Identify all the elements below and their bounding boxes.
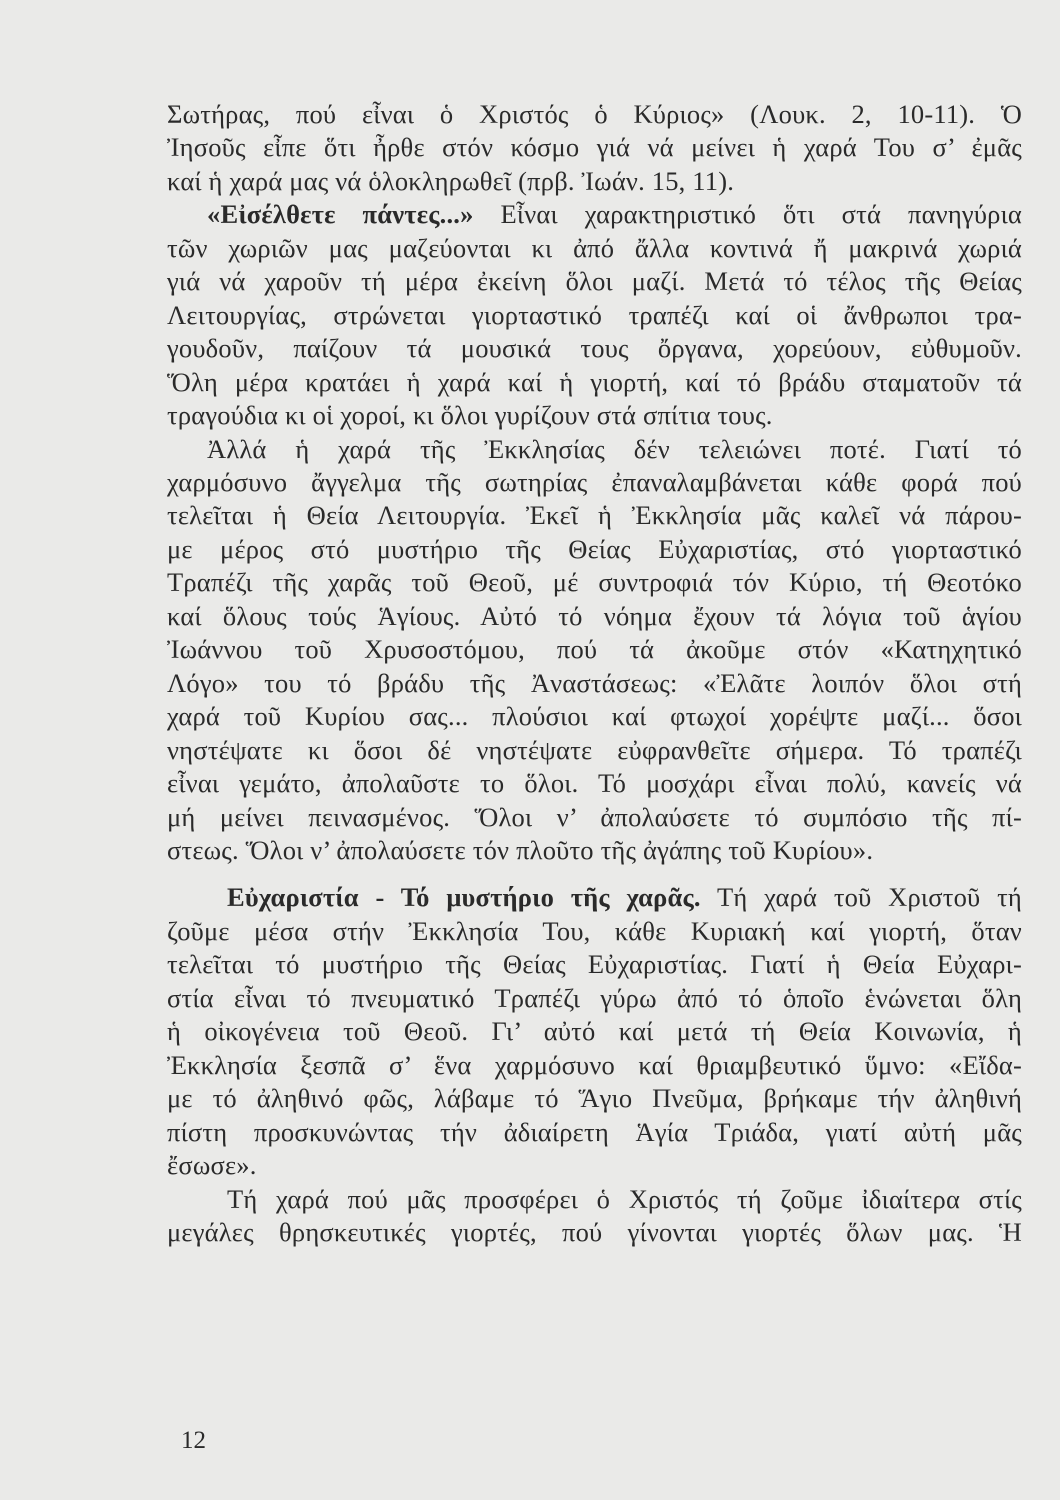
text-line: γιά νά χαροῦν τή μέρα ἐκείνη ὅλοι μαζί. Μετά τό τέλος τῆς Θείας — [167, 266, 1022, 297]
text-line: καί ἡ χαρά μας νά ὁλοκληρωθεῖ (πρβ. Ἰωάν. 15, 11). — [167, 165, 735, 196]
text-line: Ἐκκλησία ξεσπᾶ σ’ ἕνα χαρμόσυνο καί θριαμβευτικό ὕμνο: «Εἴδα- — [167, 1049, 1022, 1080]
text-fragment: Τή χαρά τοῦ Χριστοῦ τή — [716, 882, 1022, 913]
text-line: τραγούδια κι οἱ χοροί, κι ὅλοι γυρίζουν στά σπίτια τους. — [167, 400, 773, 431]
text-line: Ἰησοῦς εἶπε ὅτι ἦρθε στόν κόσμο γιά νά μείνει ἡ χαρά Του σ’ ἐμᾶς — [167, 132, 1022, 163]
text-line: εἶναι γεμάτο, ἀπολαῦστε το ὅλοι. Τό μοσχάρι εἶναι πολύ, κανείς νά — [167, 768, 1022, 799]
text-line: ἡ οἰκογένεια τοῦ Θεοῦ. Γι’ αὐτό καί μετά τή Θεία Κοινωνία, ἡ — [167, 1016, 1022, 1047]
text-line: με τό ἀληθινό φῶς, λάβαμε τό Ἅγιο Πνεῦμα, βρήκαμε τήν ἀληθινή — [167, 1083, 1022, 1114]
text-line: Λειτουργίας, στρώνεται γιορταστικό τραπέζι καί οἱ ἄνθρωποι τρα- — [167, 299, 1022, 330]
text-line: τελεῖται τό μυστήριο τῆς Θείας Εὐχαριστίας. Γιατί ἡ Θεία Εὐχαρι- — [167, 949, 1022, 980]
text-line: με μέρος στό μυστήριο τῆς Θείας Εὐχαριστίας, στό γιορταστικό — [167, 533, 1022, 564]
text-fragment: Εἶναι χαρακτηριστικό ὅτι στά πανηγύρια — [500, 199, 1022, 230]
text-line: νηστέψατε κι ὅσοι δέ νηστέψατε εὐφρανθεῖτε σήμερα. Τό τραπέζι — [167, 734, 1022, 765]
text-line — [167, 198, 1022, 231]
text-line: Λόγο» του τό βράδυ τῆς Ἀναστάσεως: «Ἐλᾶτε λοιπόν ὅλοι στή — [167, 667, 1022, 698]
body-text — [167, 98, 1022, 1249]
text-line: Ἀλλά ἡ χαρά τῆς Ἐκκλησίας δέν τελειώνει ποτέ. Γιατί τό — [207, 433, 1022, 464]
text-line: στεως. Ὅλοι ν’ ἀπολαύσετε τόν πλοῦτο τῆς ἀγάπης τοῦ Κυρίου». — [167, 834, 874, 865]
text-line: μή μείνει πεινασμένος. Ὅλοι ν’ ἀπολαύσετε τό συμπόσιο τῆς πί- — [167, 801, 1022, 832]
text-line: χαρά τοῦ Κυρίου σας... πλούσιοι καί φτωχοί χορέψτε μαζί... ὅσοι — [167, 701, 1022, 732]
text-line: πίστη προσκυνώντας τήν ἀδιαίρετη Ἁγία Τριάδα, γιατί αὐτή μᾶς — [167, 1116, 1022, 1147]
section-heading: «Εἰσέλθετε πάντες...» — [207, 199, 474, 230]
text-line: τελεῖται ἡ Θεία Λειτουργία. Ἐκεῖ ἡ Ἐκκλησία μᾶς καλεῖ νά πάρου- — [167, 500, 1022, 531]
text-line: ἔσωσε». — [167, 1150, 257, 1181]
text-line: χαρμόσυνο ἄγγελμα τῆς σωτηρίας ἐπαναλαμβάνεται κάθε φορά πού — [167, 466, 1022, 497]
text-line: Σωτήρας, πού εἶναι ὁ Χριστός ὁ Κύριος» (Λουκ. 2, 10-11). Ὁ — [167, 99, 1022, 129]
page-number: 12 — [181, 1427, 206, 1454]
text-line: ζοῦμε μέσα στήν Ἐκκλησία Του, κάθε Κυριακή καί γιορτή, ὅταν — [167, 915, 1022, 946]
text-line: γουδοῦν, παίζουν τά μουσικά τους ὄργανα, χορεύουν, εὐθυμοῦν. — [167, 333, 1022, 364]
text-line: Τή χαρά πού μᾶς προσφέρει ὁ Χριστός τή ζοῦμε ἰδιαίτερα στίς — [227, 1183, 1022, 1214]
text-line: Ἰωάννου τοῦ Χρυσοστόμου, πού τά ἀκοῦμε στόν «Κατηχητικό — [167, 634, 1022, 665]
text-line: τῶν χωριῶν μας μαζεύονται κι ἀπό ἄλλα κοντινά ἤ μακρινά χωριά — [167, 232, 1022, 263]
section-heading: Εὐχαριστία - Τό μυστήριο τῆς χαρᾶς. — [227, 882, 701, 913]
text-line: στία εἶναι τό πνευματικό Τραπέζι γύρω ἀπό τό ὁποῖο ἑνώνεται ὅλη — [167, 982, 1022, 1013]
text-line: μεγάλες θρησκευτικές γιορτές, πού γίνονται γιορτές ὅλων μας. Ἡ — [167, 1216, 1022, 1247]
paragraph-gap — [167, 867, 1022, 881]
text-line: Τραπέζι τῆς χαρᾶς τοῦ Θεοῦ, μέ συντροφιά τόν Κύριο, τή Θεοτόκο — [167, 567, 1022, 598]
text-line: Ὅλη μέρα κρατάει ἡ χαρά καί ἡ γιορτή, καί τό βράδυ σταματοῦν τά — [167, 366, 1022, 397]
text-line: καί ὅλους τούς Ἁγίους. Αὐτό τό νόημα ἔχουν τά λόγια τοῦ ἁγίου — [167, 600, 1022, 631]
text-line — [167, 881, 1022, 914]
